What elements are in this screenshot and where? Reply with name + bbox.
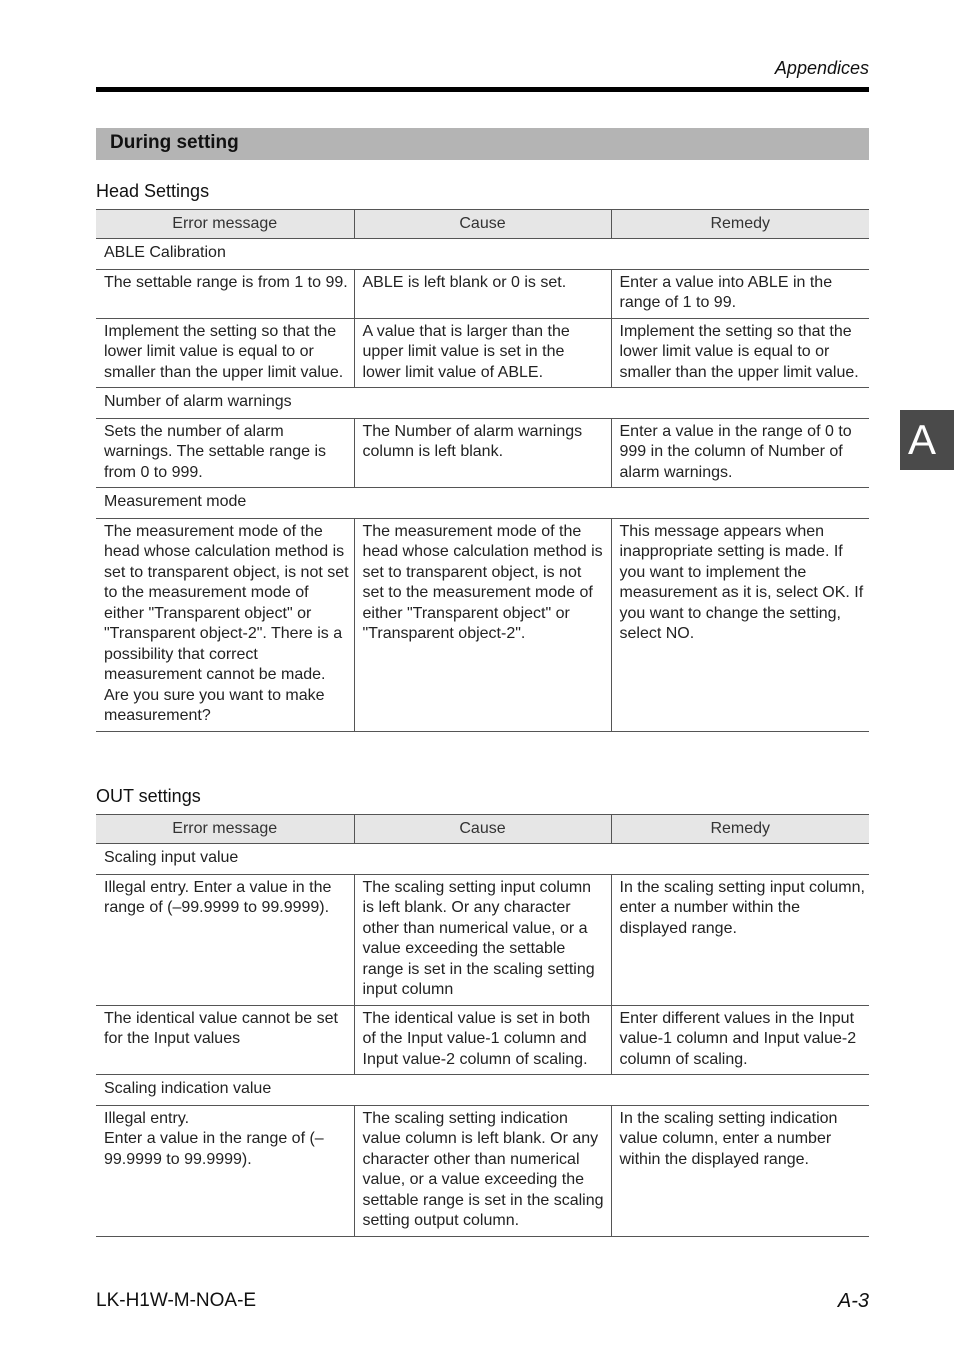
cause-cell: A value that is larger than the upper limit value is set in the lower limit value of ABLE. — [354, 318, 611, 388]
error-message-cell: Sets the number of alarm warnings. The settable range is from 0 to 999. — [96, 418, 354, 488]
top-rule — [96, 87, 869, 92]
head-settings-table — [96, 209, 869, 732]
table-header-row — [96, 210, 869, 239]
remedy-cell: In the scaling setting input column, enter a number within the displayed range. — [611, 874, 869, 1005]
cause-cell: The scaling setting input column is left blank. Or any character other than numerical value, or a value exceeding the settable range is set in the scaling setting input column — [354, 874, 611, 1005]
table-row — [96, 518, 869, 731]
column-header-error-message: Error message — [96, 815, 354, 844]
appendix-side-tab — [900, 410, 954, 470]
page-number: A-3 — [837, 1290, 869, 1312]
remedy-cell: Enter a value in the range of 0 to 999 in the column of Number of alarm warnings. — [611, 418, 869, 488]
head-settings-title: Head Settings — [96, 181, 210, 201]
remedy-cell: This message appears when inappropriate setting is made. If you want to implement the measurement as it is, select OK. If you want to change the setting, select NO. — [611, 518, 869, 731]
cause-cell: The scaling setting indication value column is left blank. Or any character other than numerical value, or a value exceeding the settable range is set in the scaling setting output column. — [354, 1105, 611, 1236]
remedy-cell: Implement the setting so that the lower limit value is equal to or smaller than the upper limit value. — [611, 318, 869, 388]
group-label: Number of alarm warnings — [96, 388, 869, 419]
error-message-cell: The measurement mode of the head whose calculation method is set to transparent object, is not set to the measurement mode of either "Transparent object" or "Transparent object-2". There is a possibility that correct measurement cannot be made. Are you sure you want to make measurement? — [96, 518, 354, 731]
table-header-row — [96, 815, 869, 844]
cause-cell: The identical value is set in both of the Input value-1 column and Input value-2 column of scaling. — [354, 1005, 611, 1075]
group-row — [96, 844, 869, 875]
column-header-remedy: Remedy — [611, 815, 869, 844]
table-row — [96, 1005, 869, 1075]
group-row — [96, 239, 869, 270]
column-header-cause: Cause — [354, 210, 611, 239]
section-heading-bar — [96, 128, 869, 160]
remedy-cell: In the scaling setting indication value column, enter a number within the displayed range. — [611, 1105, 869, 1236]
document-code: LK-H1W-M-NOA-E — [96, 1290, 257, 1311]
group-label: Scaling indication value — [96, 1075, 869, 1106]
table-row — [96, 874, 869, 1005]
table-row — [96, 318, 869, 388]
out-settings-table — [96, 814, 869, 1237]
column-header-cause: Cause — [354, 815, 611, 844]
remedy-cell: Enter different values in the Input value-1 column and Input value-2 column of scaling. — [611, 1005, 869, 1075]
running-head: Appendices — [774, 58, 869, 78]
error-message-cell: The settable range is from 1 to 99. — [96, 269, 354, 318]
group-row — [96, 488, 869, 519]
error-message-cell: Illegal entry. Enter a value in the range of (–99.9999 to 99.9999). — [96, 874, 354, 1005]
group-row — [96, 1075, 869, 1106]
section-title: During setting — [110, 132, 239, 153]
error-message-cell: Implement the setting so that the lower limit value is equal to or smaller than the upper limit value. — [96, 318, 354, 388]
error-message-cell: The identical value cannot be set for the Input values — [96, 1005, 354, 1075]
cause-cell: The Number of alarm warnings column is left blank. — [354, 418, 611, 488]
group-label: Measurement mode — [96, 488, 869, 519]
group-label: Scaling input value — [96, 844, 869, 875]
column-header-remedy: Remedy — [611, 210, 869, 239]
column-header-error-message: Error message — [96, 210, 354, 239]
cause-cell: ABLE is left blank or 0 is set. — [354, 269, 611, 318]
error-message-cell: Illegal entry. Enter a value in the range of (–99.9999 to 99.9999). — [96, 1105, 354, 1236]
group-label: ABLE Calibration — [96, 239, 869, 270]
group-row — [96, 388, 869, 419]
table-row — [96, 1105, 869, 1236]
side-tab-letter: A — [907, 416, 936, 463]
out-settings-title: OUT settings — [96, 786, 201, 806]
remedy-cell: Enter a value into ABLE in the range of 1 to 99. — [611, 269, 869, 318]
table-row — [96, 269, 869, 318]
cause-cell: The measurement mode of the head whose calculation method is set to transparent object, is not set to the measurement mode of either "Transparent object" or "Transparent object-2". — [354, 518, 611, 731]
table-row — [96, 418, 869, 488]
